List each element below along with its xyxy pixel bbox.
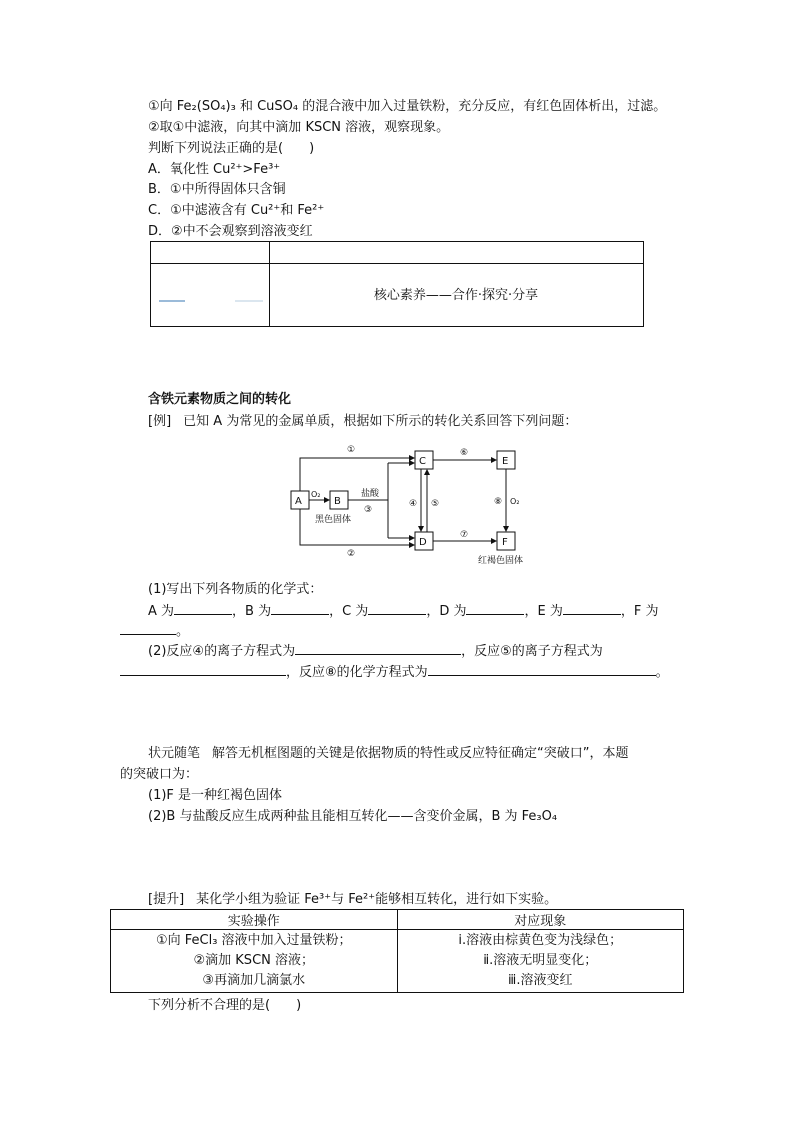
- q1-line: [148, 600, 658, 622]
- blank-f[interactable]: [120, 620, 176, 635]
- section-heading: 含铁元素物质之间的转化: [148, 392, 292, 407]
- q2-part1: (2)反应④的离子方程式为: [148, 644, 296, 659]
- q1-end: 。: [176, 624, 190, 639]
- node-a: A: [295, 496, 302, 507]
- operation-3: ③再滴加几滴氯水: [202, 973, 306, 988]
- lift-tag: [提升]: [148, 892, 185, 907]
- notes-text: 解答无机框图题的关键是依据物质的特性或反应特征确定“突破口”，本题: [212, 746, 629, 761]
- example-text: 已知 A 为常见的金属单质，根据如下所示的转化关系回答下列问题：: [183, 414, 578, 429]
- q1-d: ，D 为: [426, 604, 467, 619]
- q2-line-1: [148, 640, 603, 662]
- option-d: D．②中不会观察到溶液变红: [148, 224, 313, 239]
- option-c: C．①中滤液含有 Cu²⁺和 Fe²⁺: [148, 203, 325, 218]
- label-2: ②: [347, 549, 356, 559]
- lift-text: 某化学小组为验证 Fe³⁺与 Fe²⁺能够相互转化，进行如下实验。: [196, 892, 558, 907]
- box-divider-h: [151, 263, 643, 264]
- blank-eq5[interactable]: [120, 661, 286, 676]
- node-e: E: [502, 456, 509, 467]
- q2-line-2: [120, 661, 669, 683]
- q2-part2: ，反应⑤的离子方程式为: [461, 644, 603, 659]
- label-7: ⑦: [460, 530, 469, 540]
- notes-point-1: (1)F 是一种红褐色固体: [148, 788, 283, 803]
- label-hcl: 盐酸: [361, 489, 380, 499]
- q1-c: ，C 为: [329, 604, 369, 619]
- q1-a: A 为: [148, 604, 175, 619]
- blank-b[interactable]: [271, 600, 329, 615]
- phenomena-cell: [397, 930, 684, 993]
- box-divider-v: [269, 242, 270, 326]
- blank-c[interactable]: [368, 600, 426, 615]
- caption-f: 红褐色固体: [478, 556, 524, 566]
- notes-tag: 状元随笔: [148, 746, 201, 761]
- intro-question: 判断下列说法正确的是( ): [148, 141, 315, 156]
- notes-line-2: 的突破口为：: [120, 767, 199, 782]
- intro-line-1: ①向 Fe₂(SO₄)₃ 和 CuSO₄ 的混合液中加入过量铁粉，充分反应，有红色固体析出，过滤。: [148, 99, 667, 114]
- q1-intro: (1)写出下列各物质的化学式：: [148, 582, 323, 597]
- faint-mark-right: [235, 300, 263, 302]
- blank-d[interactable]: [466, 600, 524, 615]
- label-5: ⑤: [431, 499, 440, 509]
- q1-b: ，B 为: [232, 604, 272, 619]
- label-o2-ef: O₂: [510, 497, 520, 506]
- q1-f: ，F 为: [620, 604, 659, 619]
- example-tag: [例]: [148, 414, 172, 429]
- phenomenon-2: ⅱ.溶液无明显变化；: [483, 953, 598, 968]
- option-a: A．氧化性 Cu²⁺>Fe³⁺: [148, 162, 281, 177]
- node-d: D: [419, 537, 427, 548]
- lift-line: [148, 890, 557, 910]
- q2-end: 。: [655, 665, 669, 680]
- operation-1: ①向 FeCl₃ 溶液中加入过量铁粉；: [155, 933, 352, 948]
- notes-point-2: (2)B 与盐酸反应生成两种盐且能相互转化——含变价金属，B 为 Fe₃O₄: [148, 809, 558, 824]
- label-1: ①: [347, 445, 356, 455]
- label-8: ⑧: [494, 497, 503, 507]
- blank-a[interactable]: [174, 600, 232, 615]
- node-c: C: [419, 456, 426, 467]
- conversion-diagram: [285, 438, 545, 573]
- label-4: ④: [409, 499, 418, 509]
- header-operation: 实验操作: [111, 910, 398, 930]
- blank-e[interactable]: [563, 600, 621, 615]
- node-b: B: [334, 496, 341, 507]
- q2-part3: ，反应⑧的化学方程式为: [286, 665, 428, 680]
- lift-question: 下列分析不合理的是( ): [148, 998, 302, 1013]
- node-f: F: [502, 537, 508, 548]
- label-o2-ab: O₂: [311, 490, 321, 499]
- caption-b: 黑色固体: [315, 515, 352, 525]
- blank-eq8[interactable]: [428, 661, 656, 676]
- q1-line-2: [120, 620, 189, 642]
- example-line: [148, 412, 577, 432]
- header-phenomenon: 对应现象: [397, 910, 684, 930]
- q1-e: ，E 为: [524, 604, 563, 619]
- option-b: B．①中所得固体只含铜: [148, 182, 286, 197]
- label-6: ⑥: [460, 448, 469, 458]
- core-literacy-box: [150, 241, 644, 327]
- operation-2: ②滴加 KSCN 溶液；: [193, 953, 314, 968]
- blank-eq4[interactable]: [295, 640, 461, 655]
- faint-mark-left: [159, 300, 185, 302]
- intro-line-2: ②取①中滤液，向其中滴加 KSCN 溶液，观察现象。: [148, 120, 450, 135]
- phenomenon-3: ⅲ.溶液变红: [508, 973, 573, 988]
- operations-cell: [111, 930, 398, 993]
- label-3: ③: [364, 505, 373, 515]
- phenomenon-1: ⅰ.溶液由棕黄色变为浅绿色；: [458, 933, 623, 948]
- core-literacy-title: 核心素养——合作·探究·分享: [373, 288, 539, 303]
- notes-line-1: [148, 744, 629, 764]
- experiment-table: [110, 909, 684, 993]
